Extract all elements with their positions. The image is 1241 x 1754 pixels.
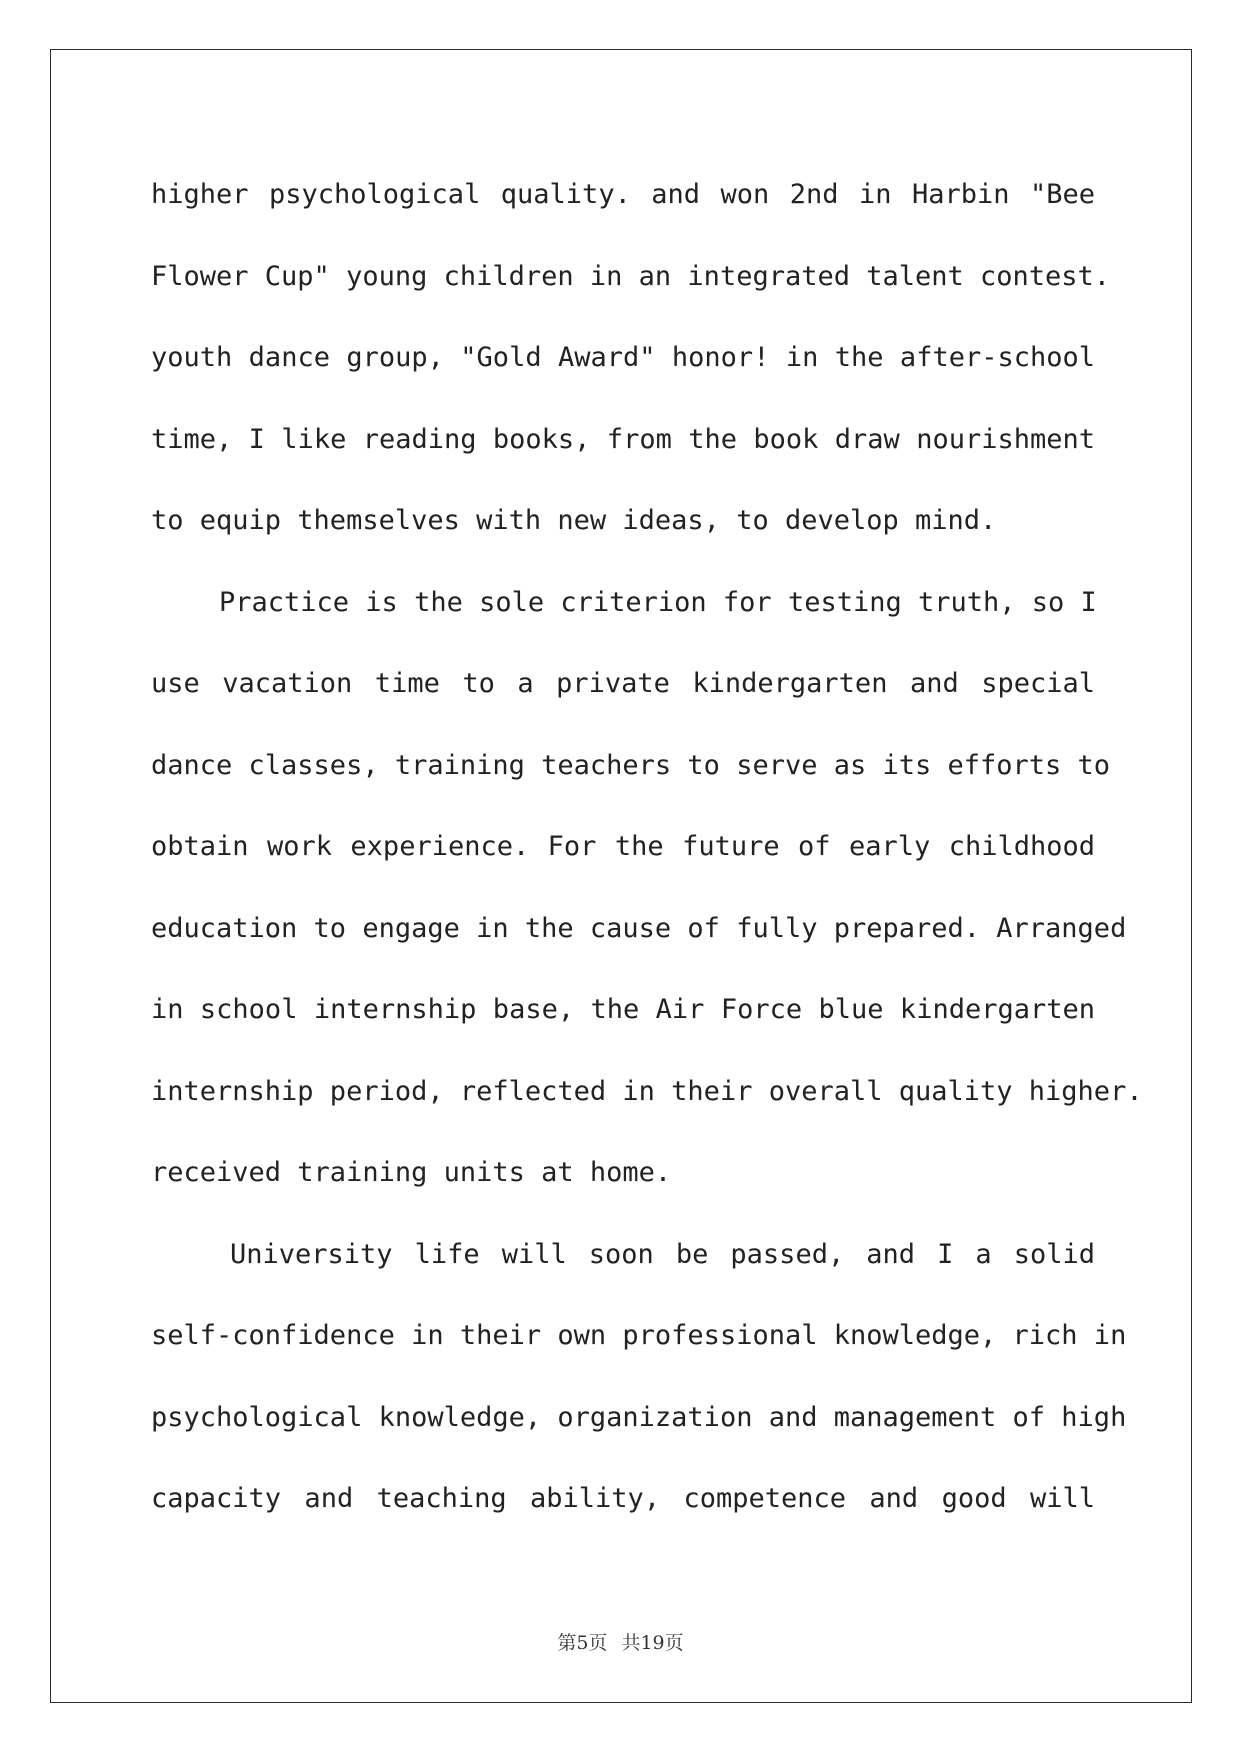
text-line: to equip themselves with new ideas, to develop mind. bbox=[151, 505, 997, 536]
text-line: use vacation time to a private kindergarten and special bbox=[151, 668, 1095, 699]
text-line: obtain work experience. For the future of early childhood bbox=[151, 831, 1095, 862]
text-line: psychological knowledge, organization and management of high bbox=[151, 1401, 1127, 1433]
text-line: Flower Cup" young children in an integrated talent contest. bbox=[151, 260, 1111, 292]
text-line: time, I like reading books, from the book draw nourishment bbox=[151, 423, 1095, 455]
text-line: in school internship base, the Air Force blue kindergarten bbox=[151, 994, 1095, 1025]
text-line: youth dance group, "Gold Award" honor! in the after-school bbox=[151, 342, 1095, 373]
page-footer bbox=[0, 1628, 1241, 1655]
text-line: self-confidence in their own professional knowledge, rich in bbox=[151, 1320, 1127, 1351]
text-line: capacity and teaching ability, competence and good will bbox=[151, 1483, 1095, 1514]
document-body bbox=[151, 154, 1143, 1540]
total-pages: 共19页 bbox=[621, 1632, 684, 1654]
text-line: received training units at home. bbox=[151, 1157, 672, 1188]
text-line: dance classes, training teachers to serve as its efforts to bbox=[151, 749, 1111, 781]
text-line: higher psychological quality. and won 2nd in Harbin "Bee bbox=[151, 179, 1095, 210]
paragraph-first-line: Practice is the sole criterion for testing truth, so I bbox=[219, 586, 1097, 618]
paragraph-first-line: University life will soon be passed, and I a solid bbox=[230, 1238, 1095, 1270]
text-line: internship period, reflected in their overall quality higher. bbox=[151, 1075, 1143, 1107]
page-number: 第5页 bbox=[557, 1632, 608, 1654]
text-line: education to engage in the cause of fully prepared. Arranged bbox=[151, 912, 1127, 944]
